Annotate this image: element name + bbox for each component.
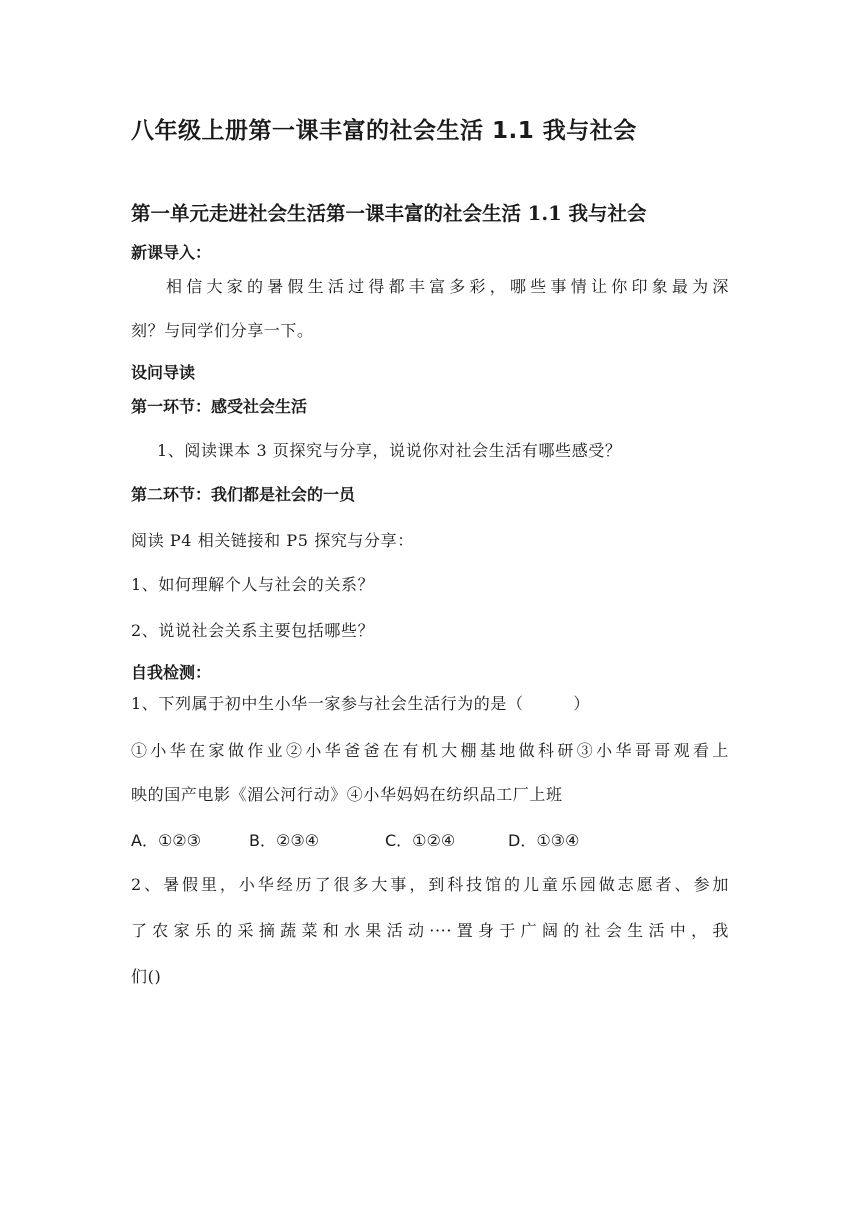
section1-heading: 第一环节：感受社会生活: [131, 397, 308, 416]
unit-subtitle: 第一单元走进社会生活第一课丰富的社会生活 1.1 我与社会: [131, 202, 647, 225]
q2-line-2: 了农家乐的采摘蔬菜和水果活动····置身于广阔的社会生活中，我: [131, 921, 729, 940]
section2-question-2: 2、说说社会关系主要包括哪些？: [131, 621, 375, 640]
intro-paragraph-line-1: 相信大家的暑假生活过得都丰富多彩，哪些事情让你印象最为深: [166, 277, 729, 296]
option-a: A．①②③: [131, 831, 201, 850]
page-title: 八年级上册第一课丰富的社会生活 1.1 我与社会: [131, 118, 637, 144]
q1-options: [131, 828, 731, 852]
guide-heading: 设问导读: [131, 363, 196, 382]
section1-question-1: 1、阅读课本 3 页探究与分享，说说你对社会生活有哪些感受？: [157, 441, 622, 460]
option-b: B．②③④: [249, 831, 320, 850]
section2-heading: 第二环节：我们都是社会的一员: [131, 485, 356, 504]
self-check-heading: 自我检测：: [131, 663, 212, 682]
q1-statements-line-2: 映的国产电影《湄公河行动》④小华妈妈在纺织品工厂上班: [131, 785, 563, 804]
q1-stem: 1、下列属于初中生小华一家参与社会生活行为的是（ ）: [131, 694, 590, 713]
q1-statements-line-1: ①小华在家做作业②小华爸爸在有机大棚基地做科研③小华哥哥观看上: [131, 741, 729, 760]
section2-reading-instruction: 阅读 P4 相关链接和 P5 探究与分享：: [131, 531, 414, 550]
intro-heading: 新课导入：: [131, 243, 212, 262]
section2-question-1: 1、如何理解个人与社会的关系？: [131, 575, 375, 594]
intro-paragraph-line-2: 刻？与同学们分享一下。: [131, 321, 314, 340]
q2-line-3: 们(): [131, 967, 162, 986]
q2-line-1: 2、暑假里，小华经历了很多大事，到科技馆的儿童乐园做志愿者、参加: [131, 875, 729, 894]
option-d: D．①③④: [508, 831, 580, 850]
option-c: C．①②④: [385, 831, 456, 850]
